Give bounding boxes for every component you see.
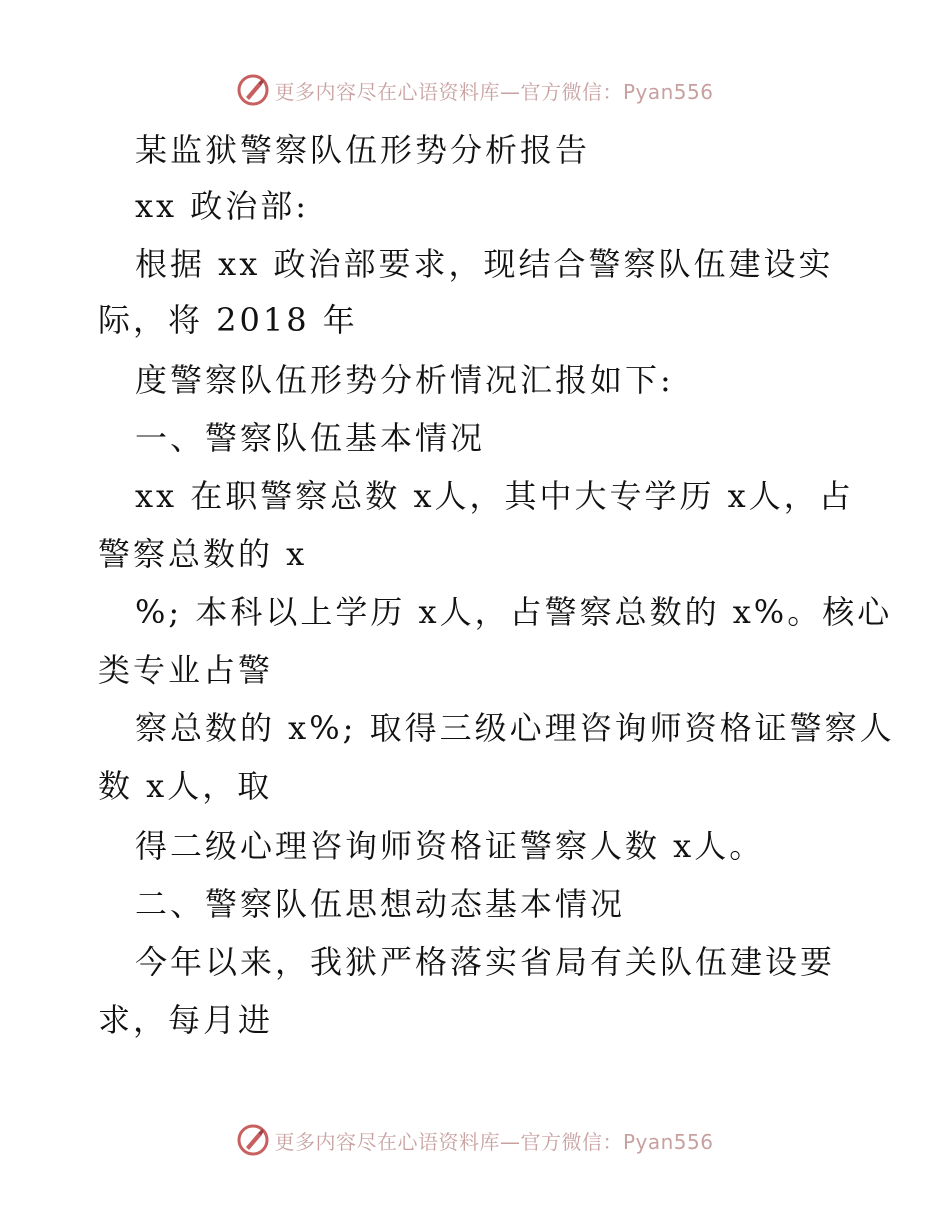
document-title: 某监狱警察队伍形势分析报告 [135,131,591,169]
pen-circle-logo-icon [236,1123,270,1157]
salutation: xx 政治部: [135,187,310,225]
body-line: 根据 xx 政治部要求，现结合警察队伍建设实 [135,245,834,283]
body-line: 警察总数的 x [98,535,308,573]
pen-circle-logo-icon [236,73,270,107]
section-heading: 二、警察队伍思想动态基本情况 [135,885,626,923]
body-line: 今年以来，我狱严格落实省局有关队伍建设要 [135,943,836,981]
body-line: %; 本科以上学历 x人，占警察总数的 x%。核心 [135,593,893,631]
body-line: 察总数的 x%; 取得三级心理咨询师资格证警察人 [135,709,895,747]
footer-watermark [0,1120,950,1160]
body-line: 数 x人，取 [98,767,273,805]
body-line: 际，将 2018 年 [98,301,358,339]
footer-watermark-text: 更多内容尽在心语资料库—官方微信：Pyan556 [274,1129,714,1154]
header-watermark-text: 更多内容尽在心语资料库—官方微信：Pyan556 [274,79,714,104]
body-line: 求，每月进 [98,1001,274,1039]
section-heading: 一、警察队伍基本情况 [135,419,486,457]
body-line: 得二级心理咨询师资格证警察人数 x人。 [135,827,765,865]
header-watermark [0,70,950,110]
body-line: 类专业占警 [98,651,274,689]
body-line: xx 在职警察总数 x人，其中大专学历 x人，占 [135,477,854,515]
body-line: 度警察队伍形势分析情况汇报如下: [135,361,674,399]
